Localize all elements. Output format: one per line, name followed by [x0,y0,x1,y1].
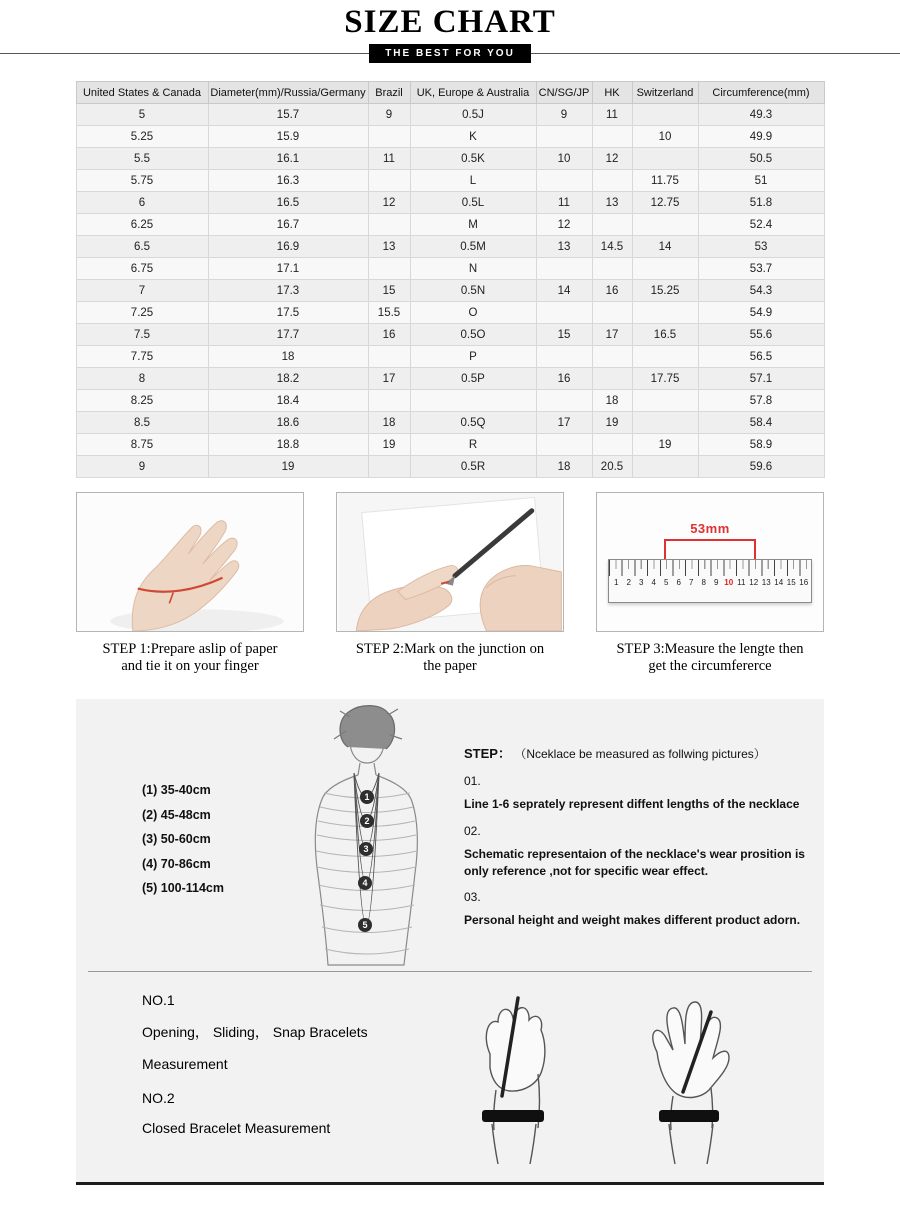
table-cell: 53 [698,236,824,258]
page-title: SIZE CHART [344,4,556,40]
table-row [76,324,824,346]
table-cell [536,302,592,324]
table-cell: 0.5Q [410,412,536,434]
table-row [76,170,824,192]
ruler-illustration [608,559,812,603]
table-cell: 51 [698,170,824,192]
table-cell: 0.5M [410,236,536,258]
table-cell [368,258,410,280]
table-cell: 6 [76,192,208,214]
bracelet-images [452,992,742,1167]
pen-marking-illustration [337,493,563,631]
header-line-right [531,53,900,54]
table-cell: 18 [208,346,368,368]
ruler-number: 2 [626,578,631,587]
table-cell: 16.7 [208,214,368,236]
size-table-header-row [76,82,824,104]
page-header [0,0,900,63]
table-cell: 18 [368,412,410,434]
table-cell [592,126,632,148]
table-cell [536,346,592,368]
table-cell: L [410,170,536,192]
step-1-image [76,492,304,632]
table-cell: 10 [632,126,698,148]
table-cell: 14 [632,236,698,258]
table-cell: 13 [592,192,632,214]
table-cell: 17 [592,324,632,346]
table-cell: 13 [368,236,410,258]
table-row [76,390,824,412]
column-header: United States & Canada [76,82,208,104]
table-cell [368,346,410,368]
step-caption-line: the paper [423,658,477,675]
ruler-number: 10 [724,578,734,587]
table-cell: 54.9 [698,302,824,324]
table-cell: 0.5K [410,148,536,170]
open-bracelet-hand-illustration [452,992,567,1167]
necklace-bracelet-section [76,699,824,1185]
table-row [76,368,824,390]
step-2-figure [336,492,564,675]
table-cell: 5.25 [76,126,208,148]
table-cell: 50.5 [698,148,824,170]
table-cell: N [410,258,536,280]
table-cell [592,214,632,236]
table-cell [536,170,592,192]
step-2-caption [336,641,564,675]
table-row [76,126,824,148]
table-cell [592,170,632,192]
table-cell: 0.5N [410,280,536,302]
table-cell [592,368,632,390]
table-cell: 18 [592,390,632,412]
table-cell: 49.3 [698,104,824,126]
table-cell: 12 [536,214,592,236]
header-line-left [0,53,369,54]
table-cell: 7 [76,280,208,302]
table-cell [368,390,410,412]
table-cell: 5 [76,104,208,126]
table-cell: 8.5 [76,412,208,434]
ruler-number: 16 [799,578,809,587]
table-cell [592,434,632,456]
table-row [76,434,824,456]
necklace-length-list [142,783,224,906]
table-cell: 6.5 [76,236,208,258]
table-cell: 17.75 [632,368,698,390]
bracelet-guide [76,972,824,1182]
table-cell: 54.3 [698,280,824,302]
table-cell: 18.8 [208,434,368,456]
table-row [76,456,824,478]
table-cell: 18.4 [208,390,368,412]
measure-steps-section [76,492,824,675]
bracelet-no1-line1: Opening， Sliding， Snap Bracelets [142,1024,368,1041]
table-cell: K [410,126,536,148]
instruction-number: 03. [464,890,481,905]
table-row [76,258,824,280]
necklace-marker: 3 [359,842,373,856]
closed-bracelet-hand-illustration [627,992,742,1167]
table-cell: 6.25 [76,214,208,236]
table-cell: 56.5 [698,346,824,368]
instruction-number: 02. [464,824,481,838]
table-cell: 57.1 [698,368,824,390]
instruction-text: Line 1-6 seprately represent diffent lengths of the necklace [464,797,800,812]
table-cell: 9 [76,456,208,478]
table-cell: 14.5 [592,236,632,258]
table-cell: 15.25 [632,280,698,302]
necklace-instructions [464,745,816,929]
table-row [76,302,824,324]
column-header: Diameter(mm)/Russia/Germany [208,82,368,104]
table-cell: 0.5L [410,192,536,214]
ruler-numbers [609,578,811,587]
column-header: CN/SG/JP [536,82,592,104]
table-cell [632,148,698,170]
table-cell [368,126,410,148]
table-cell: 7.25 [76,302,208,324]
table-cell [632,390,698,412]
table-cell: 17.7 [208,324,368,346]
table-cell: 58.9 [698,434,824,456]
table-cell: 11 [368,148,410,170]
table-cell: 0.5J [410,104,536,126]
ruler-ticks [609,560,811,576]
table-cell [536,258,592,280]
table-cell: 5.75 [76,170,208,192]
bracelet-text [142,992,442,1150]
instruction-text: Schematic representaion of the necklace's wear prosition is only reference ,not for specific wear effect. [464,846,805,878]
table-cell: 15 [368,280,410,302]
table-cell: 19 [208,456,368,478]
table-cell: 12 [592,148,632,170]
step-caption-line: STEP 2:Mark on the junction on [355,641,545,657]
table-cell: 16.1 [208,148,368,170]
table-cell: 11 [536,192,592,214]
table-cell: 16 [536,368,592,390]
step-caption-line: STEP 1:Prepare aslip of paper [102,641,278,657]
table-cell [536,390,592,412]
necklace-step-note: （Nceklace be measured as follwing pictures） [514,747,766,762]
table-cell: 0.5P [410,368,536,390]
table-cell: 17 [536,412,592,434]
table-cell [368,170,410,192]
column-header: HK [592,82,632,104]
table-cell: 13 [536,236,592,258]
table-cell: 6.75 [76,258,208,280]
table-cell: 58.4 [698,412,824,434]
table-cell [632,258,698,280]
necklace-marker: 5 [358,918,372,932]
step-3-caption [596,641,824,675]
table-cell: 15 [536,324,592,346]
table-cell: 15.9 [208,126,368,148]
bracelet-no1-label: NO.1 [142,992,175,1009]
ring-size-table [76,81,825,478]
table-cell: 8.75 [76,434,208,456]
necklace-step-list [464,773,816,929]
table-cell [536,126,592,148]
table-cell: 49.9 [698,126,824,148]
table-cell: 57.8 [698,390,824,412]
table-cell [632,214,698,236]
table-cell: 19 [592,412,632,434]
ruler-number: 6 [676,578,681,587]
table-cell: 15.7 [208,104,368,126]
table-cell [410,390,536,412]
ruler-number: 1 [614,578,619,587]
table-cell: 7.75 [76,346,208,368]
table-cell: 51.8 [698,192,824,214]
ruler-number: 3 [639,578,644,587]
table-cell: 16.5 [632,324,698,346]
table-row [76,280,824,302]
ruler-measure-label: 53mm [690,521,730,536]
table-cell: 12.75 [632,192,698,214]
step-caption-line: STEP 3:Measure the lengte then [616,641,804,657]
table-row [76,412,824,434]
table-cell: 53.7 [698,258,824,280]
instruction-number: 01. [464,774,481,789]
table-cell: M [410,214,536,236]
bracelet-no2-line: Closed Bracelet Measurement [142,1120,331,1137]
table-cell: 52.4 [698,214,824,236]
table-row [76,236,824,258]
table-cell: O [410,302,536,324]
table-cell: 11 [592,104,632,126]
table-cell [368,456,410,478]
table-cell [632,412,698,434]
step-1-figure [76,492,304,675]
ruler-number: 12 [749,578,759,587]
table-cell: 9 [536,104,592,126]
column-header: Circumference(mm) [698,82,824,104]
table-cell: 12 [368,192,410,214]
table-cell: 55.6 [698,324,824,346]
step-3-image [596,492,824,632]
table-cell: 16.5 [208,192,368,214]
table-cell: 10 [536,148,592,170]
necklace-marker: 4 [358,876,372,890]
necklace-length-item: (1) 35-40cm [142,783,211,798]
table-row [76,192,824,214]
table-cell: 17.5 [208,302,368,324]
bracelet-no2-label: NO.2 [142,1090,175,1107]
ruler-number: 8 [701,578,706,587]
step-3-figure [596,492,824,675]
table-cell: 7.5 [76,324,208,346]
table-cell: 0.5R [410,456,536,478]
table-cell: 8 [76,368,208,390]
table-cell: 17.3 [208,280,368,302]
table-cell: 16 [592,280,632,302]
table-row [76,148,824,170]
ruler-number: 15 [786,578,796,587]
table-cell [632,346,698,368]
necklace-length-item: (3) 50-60cm [142,832,211,847]
table-cell: 0.5O [410,324,536,346]
table-cell: 11.75 [632,170,698,192]
step-caption-line: and tie it on your finger [121,658,259,675]
necklace-length-item: (2) 45-48cm [142,807,211,822]
table-cell: 20.5 [592,456,632,478]
table-cell: R [410,434,536,456]
hand-with-string-illustration [77,493,303,631]
table-cell [632,456,698,478]
table-cell: 5.5 [76,148,208,170]
table-cell [368,214,410,236]
necklace-figure [276,701,456,969]
ruler-number: 11 [737,578,746,587]
table-cell: 19 [632,434,698,456]
table-cell: 16.9 [208,236,368,258]
table-cell [632,302,698,324]
table-cell [536,434,592,456]
header-ribbon: THE BEST FOR YOU [369,44,531,63]
ruler-number: 7 [689,578,694,587]
table-cell [592,302,632,324]
necklace-marker: 2 [360,814,374,828]
column-header: UK, Europe & Australia [410,82,536,104]
necklace-guide [76,699,824,971]
table-cell: 16.3 [208,170,368,192]
ruler-number: 4 [651,578,656,587]
table-cell: 15.5 [368,302,410,324]
necklace-length-item: (5) 100-114cm [142,881,225,896]
necklace-step-heading [464,745,816,763]
table-cell: 19 [368,434,410,456]
table-cell: 18.2 [208,368,368,390]
table-row [76,104,824,126]
bracelet-no1-line2: Measurement [142,1056,228,1073]
size-table-body [76,104,824,478]
table-cell [592,258,632,280]
table-cell: 17.1 [208,258,368,280]
column-header: Brazil [368,82,410,104]
ruler-measure-bracket [664,539,756,559]
header-rule-row [0,44,900,63]
table-cell: 9 [368,104,410,126]
table-cell: 8.25 [76,390,208,412]
table-cell: 59.6 [698,456,824,478]
step-caption-line: get the circumfererce [648,658,772,675]
ruler-number: 9 [714,578,719,587]
table-row [76,346,824,368]
step-2-image [336,492,564,632]
necklace-length-item: (4) 70-86cm [142,856,211,871]
table-cell [592,346,632,368]
table-cell: 18.6 [208,412,368,434]
instruction-text: Personal height and weight makes different product adorn. [464,913,801,928]
table-cell [632,104,698,126]
table-cell: 14 [536,280,592,302]
table-cell: 17 [368,368,410,390]
column-header: Switzerland [632,82,698,104]
ruler-number: 13 [761,578,771,587]
necklace-marker: 1 [360,790,374,804]
table-cell: 18 [536,456,592,478]
ruler-number: 14 [774,578,784,587]
table-cell: P [410,346,536,368]
table-row [76,214,824,236]
ruler-number: 5 [664,578,669,587]
table-cell: 16 [368,324,410,346]
step-1-caption [76,641,304,675]
necklace-step-label: STEP： [464,746,511,762]
